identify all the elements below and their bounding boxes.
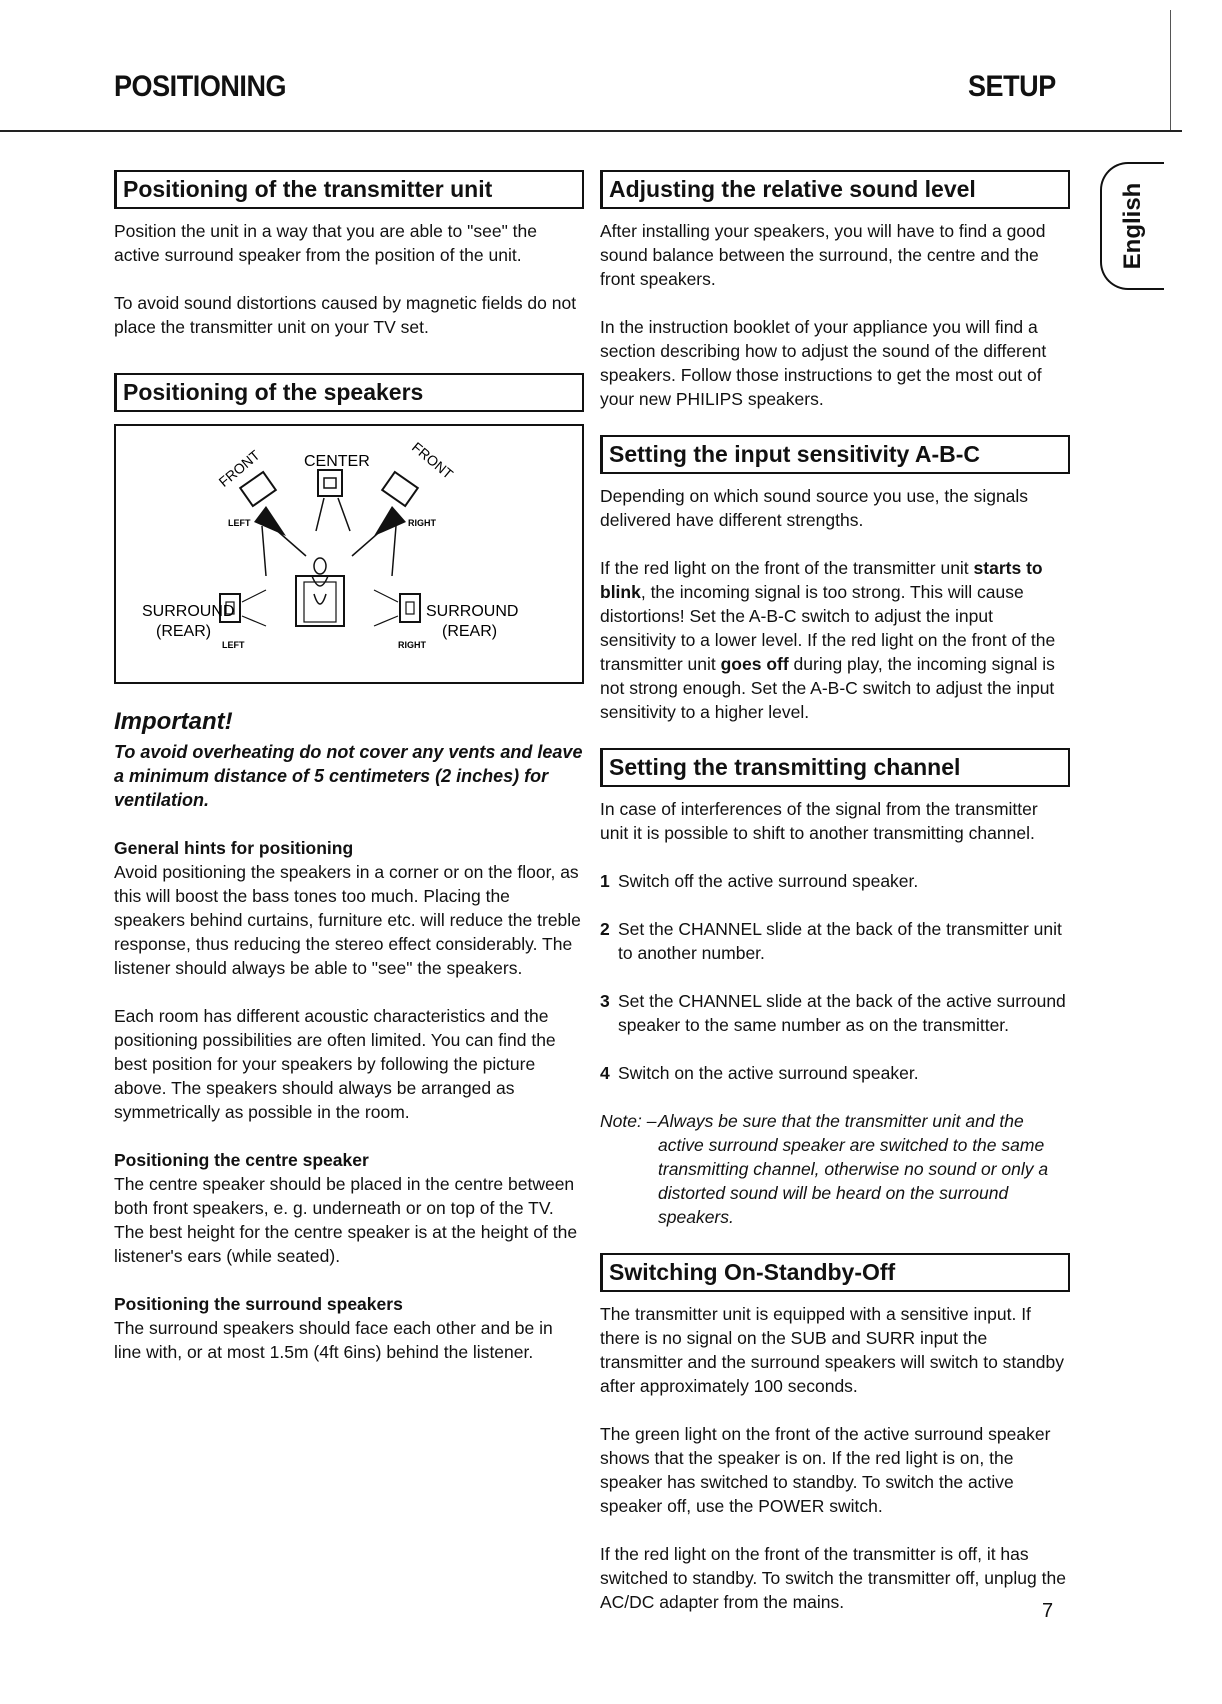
adjusting-paragraph-2: In the instruction booklet of your appliance you will find a section describing how to adjust the sound of the different speakers. Follow those instructions to get the most out of your new PHILIPS speakers. — [600, 317, 1047, 409]
section-title-sensitivity: Setting the input sensitivity A-B-C — [600, 435, 1070, 474]
transmitter-paragraph-1: Position the unit in a way that you are able to "see" the active surround speaker from the position of the unit. — [114, 221, 537, 265]
step-item — [600, 869, 1070, 893]
label-front-right-small: RIGHT — [408, 518, 436, 528]
speaker-layout-diagram — [114, 424, 584, 684]
label-front-right: FRONT — [409, 438, 457, 482]
step-number: 3 — [600, 991, 610, 1011]
label-rear-right: (REAR) — [442, 623, 498, 640]
sensitivity-paragraph-1: Depending on which sound source you use, the signals delivered have different strengths. — [600, 486, 1029, 530]
step-item — [600, 1061, 1070, 1085]
sensitivity-text-bold-blink: starts to blink — [600, 558, 1043, 602]
step-number: 2 — [600, 919, 610, 939]
edge-line — [1170, 10, 1171, 130]
important-text: To avoid overheating do not cover any vents and leave a minimum distance of 5 centimeters (2 inches) for ventilation. — [114, 742, 583, 810]
listener-icon — [296, 558, 344, 626]
important-title: Important! — [114, 708, 233, 735]
left-column — [114, 170, 584, 1388]
label-rear-left-small: LEFT — [222, 640, 245, 650]
page-header-title: POSITIONING — [114, 70, 287, 103]
adjusting-paragraph-1: After installing your speakers, you will have to find a good sound balance between the surround, the centre and the front speakers. — [600, 221, 1046, 289]
hints-paragraph-2: Each room has different acoustic characteristics and the positioning possibilities are often limited. You can find the best position for your speakers by following the picture above. The speakers should always be arranged as symmetrically as possible in the room. — [114, 1006, 556, 1122]
sensitivity-paragraph-2 — [600, 556, 1070, 724]
language-tab — [1100, 162, 1164, 290]
channel-paragraph: In case of interferences of the signal from the transmitter unit it is possible to shift to another transmitting channel. — [600, 799, 1038, 843]
sensitivity-text-e: during play, the incoming signal is not strong enough. Set the A-B-C switch to adjust the input sensitivity to a higher level. — [600, 654, 1055, 722]
step-text: Set the CHANNEL slide at the back of the active surround speaker to the same number as on the transmitter. — [618, 991, 1066, 1035]
step-item — [600, 917, 1070, 965]
label-surround-left: SURROUND — [142, 603, 235, 620]
surround-paragraph: The surround speakers should face each other and be in line with, or at most 1.5m (4ft 6ins) behind the listener. — [114, 1318, 553, 1362]
step-text: Set the CHANNEL slide at the back of the transmitter unit to another number. — [618, 919, 1062, 963]
transmitter-paragraph-2: To avoid sound distortions caused by magnetic fields do not place the transmitter unit on your TV set. — [114, 293, 577, 337]
section-title-channel: Setting the transmitting channel — [600, 748, 1070, 787]
note-label: Note: – — [600, 1111, 657, 1131]
centre-title: Positioning the centre speaker — [114, 1150, 369, 1170]
standby-paragraph-3: If the red light on the front of the transmitter is off, it has switched to standby. To switch the transmitter off, unplug the AC/DC adapter from the mains. — [600, 1544, 1066, 1612]
standby-paragraph-1: The transmitter unit is equipped with a sensitive input. If there is no signal on the SUB and SURR input the transmitter and the surround speakers will switch to standby after approximately 100 seconds. — [600, 1304, 1064, 1396]
step-item — [600, 989, 1070, 1037]
sensitivity-text-a: If the red light on the front of the transmitter unit — [600, 558, 974, 578]
label-front-left-small: LEFT — [228, 518, 251, 528]
label-rear-left: (REAR) — [156, 623, 212, 640]
label-rear-right-small: RIGHT — [398, 640, 426, 650]
sensitivity-text-c: , the incoming signal is too strong. This will cause distortions! Set the A-B-C switch to adjust the input sensitivity to a lower level. If the red light on the front of the transmitter unit — [600, 582, 1056, 674]
language-tab-label: English — [1119, 182, 1146, 270]
section-title-transmitter: Positioning of the transmitter unit — [114, 170, 584, 209]
section-title-standby: Switching On-Standby-Off — [600, 1253, 1070, 1292]
centre-paragraph: The centre speaker should be placed in the centre between both front speakers, e. g. underneath or on top of the TV. The best height for the centre speaker is at the height of the listener's ears (while seated). — [114, 1174, 578, 1266]
step-text: Switch on the active surround speaker. — [618, 1063, 919, 1083]
label-front-left: FRONT — [215, 446, 263, 490]
header-rule — [0, 130, 1182, 132]
step-text: Switch off the active surround speaker. — [618, 871, 919, 891]
surround-right-speaker-icon — [374, 590, 420, 626]
page-header-section: SETUP — [968, 70, 1056, 103]
page-number: 7 — [1042, 1600, 1054, 1622]
step-number: 4 — [600, 1063, 610, 1083]
label-center: CENTER — [304, 453, 370, 470]
note-text: Always be sure that the transmitter unit and the active surround speaker are switched to the same transmitting channel, otherwise no sound or only a distorted sound will be heard on the surround speakers. — [658, 1111, 1049, 1227]
center-speaker-icon — [316, 470, 350, 531]
step-number: 1 — [600, 871, 610, 891]
channel-steps — [600, 869, 1070, 1085]
channel-note — [600, 1109, 1070, 1229]
hints-title: General hints for positioning — [114, 838, 354, 858]
section-title-speakers: Positioning of the speakers — [114, 373, 584, 412]
standby-paragraph-2: The green light on the front of the active surround speaker shows that the speaker is on. If the red light is on, the speaker has switched to standby. To switch the active speaker off, use the POWER switch. — [600, 1424, 1051, 1516]
sensitivity-text-bold-off: goes off — [720, 654, 789, 674]
speaker-layout-svg — [116, 426, 582, 678]
right-column — [600, 170, 1070, 1638]
surround-title: Positioning the surround speakers — [114, 1294, 403, 1314]
label-surround-right: SURROUND — [426, 603, 519, 620]
hints-paragraph-1: Avoid positioning the speakers in a corner or on the floor, as this will boost the bass tones too much. Placing the speakers behind curtains, furniture etc. will reduce the treble response, thus reducing the stereo effect considerably. The listener should always be able to "see" the speakers. — [114, 862, 581, 978]
section-title-adjusting: Adjusting the relative sound level — [600, 170, 1070, 209]
